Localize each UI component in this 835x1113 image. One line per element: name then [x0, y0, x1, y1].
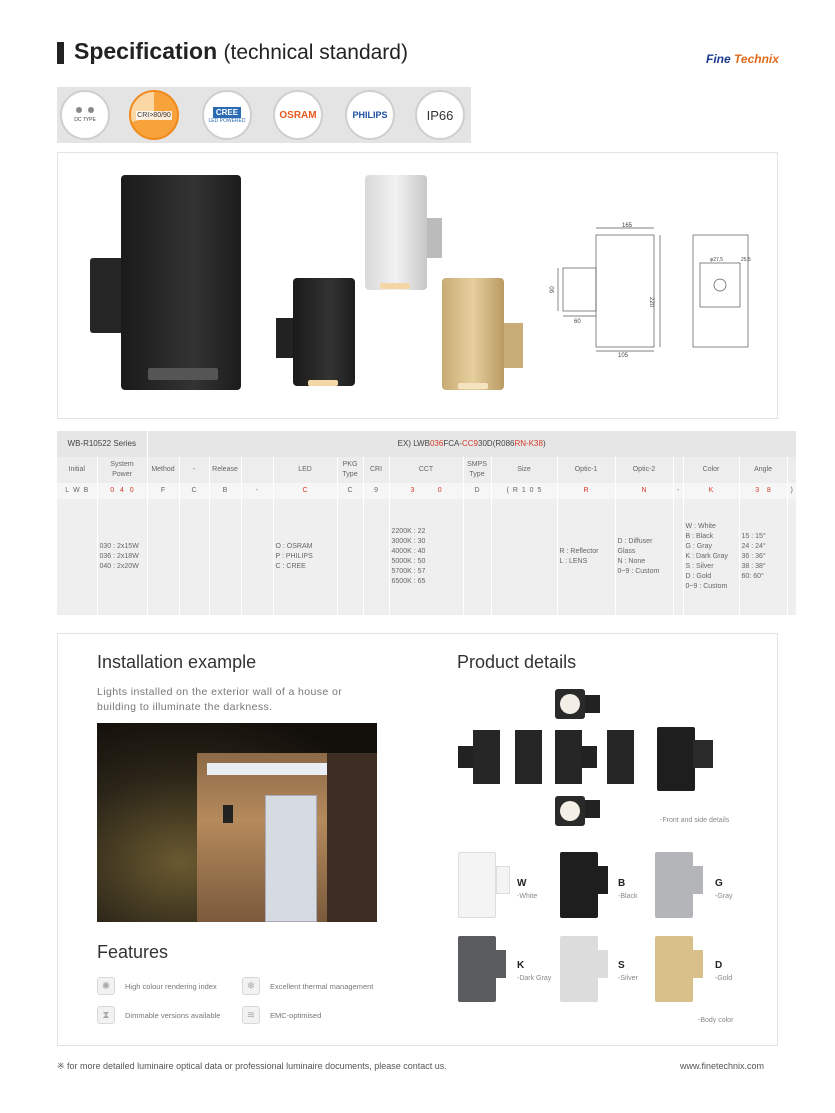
- code-close: ): [787, 483, 796, 499]
- header-cct: CCT: [389, 457, 463, 483]
- back-view: [607, 730, 634, 784]
- features-heading: Features: [97, 942, 169, 962]
- code-cct: 3 0: [389, 483, 463, 499]
- color-letter: S: [618, 960, 625, 971]
- swatch-dark-gray: [458, 936, 496, 1002]
- swatch-gold: [655, 936, 693, 1002]
- color-letter: D: [715, 960, 723, 971]
- code-sep: -: [241, 483, 273, 499]
- code-size: ( R 1 0 5: [491, 483, 557, 499]
- code-optic-2: N: [615, 483, 673, 499]
- header-release: Release: [209, 457, 241, 483]
- bracket-gray: [692, 866, 703, 894]
- philips-logo: PHILIPS: [345, 90, 395, 140]
- page-title: Specification (technical standard): [74, 38, 408, 64]
- code-cri: 9: [363, 483, 389, 499]
- color-name: -Gray: [715, 893, 733, 900]
- product-panel: [57, 152, 778, 419]
- thermal-icon: ❄: [242, 977, 260, 995]
- code-optic-1: R: [557, 483, 615, 499]
- product-details-heading: Product details: [457, 652, 577, 672]
- bracket-black: [597, 866, 608, 894]
- header-color: Color: [683, 457, 739, 483]
- header-optic-1: Optic-1: [557, 457, 615, 483]
- dim-side: 25.5: [741, 257, 751, 263]
- color-letter: W: [517, 878, 527, 889]
- swatch-gray: [655, 852, 693, 918]
- code-power: 0 4 0: [97, 483, 147, 499]
- lamp-glow: [458, 383, 488, 389]
- detail-optic-2: D : Diffuser Glass N : None 0~9 : Custom: [615, 499, 673, 615]
- bracket-silver: [597, 950, 608, 978]
- lamp-glow: [308, 380, 338, 386]
- emc-icon: ≋: [242, 1006, 260, 1024]
- cri-icon: CRI>80/90: [129, 90, 179, 140]
- header-angle: Angle: [739, 457, 787, 483]
- dim-bottom: 105: [618, 353, 629, 359]
- front-side-caption: -Front and side details: [660, 817, 730, 824]
- color-name: -Black: [618, 893, 638, 900]
- dim-bracket-w: 60: [574, 319, 581, 325]
- header-initial: Initial: [57, 457, 97, 483]
- swatch-white: [458, 852, 496, 918]
- lamp-gold: [442, 278, 504, 390]
- bracket-view: [581, 746, 597, 768]
- code-smps: D: [463, 483, 491, 499]
- detail-cct: 2200K : 22 3000K : 30 4000K : 40 5000K : 50 5700K : 57 6500K : 65: [389, 499, 463, 615]
- code-sep: -: [673, 483, 683, 499]
- code-pkg: C: [337, 483, 363, 499]
- lamp-glow: [380, 283, 410, 289]
- footer-note: ※ for more detailed luminaire optical data or professional luminaire documents, please contact us.: [57, 1061, 447, 1071]
- color-name: -Silver: [618, 975, 638, 982]
- header-smps-type: SMPS Type: [463, 457, 491, 483]
- lamp-black-small: [293, 278, 355, 386]
- dc-type-icon: DC TYPE: [60, 90, 110, 140]
- installation-text: Lights installed on the exterior wall of a house or building to illuminate the darkness.: [97, 686, 343, 713]
- dim-height: 220: [648, 297, 654, 308]
- osram-logo: OSRAM: [273, 90, 323, 140]
- dim-bracket-h: 90: [550, 286, 556, 293]
- header-system-power: System Power: [97, 457, 147, 483]
- bracket-view: [693, 740, 713, 768]
- code-led: C: [273, 483, 337, 499]
- side-view: [473, 730, 500, 784]
- certification-badges: [57, 87, 471, 143]
- dim-top: 165: [622, 223, 633, 229]
- bottom-view: [555, 796, 585, 826]
- dimmer-icon: ⧗: [97, 1006, 115, 1024]
- feature-label: Excellent thermal management: [270, 982, 374, 991]
- body-color-caption: -Body color: [698, 1017, 734, 1024]
- color-letter: K: [517, 960, 525, 971]
- lamp-black-large: [121, 175, 241, 390]
- bracket-dark-gray: [495, 950, 506, 978]
- bracket-view: [458, 746, 474, 768]
- series-label: WB-R10522 Series: [57, 431, 147, 457]
- swatch-silver: [560, 936, 598, 1002]
- top-view: [555, 689, 585, 719]
- detail-power: 030 : 2x15W 036 : 2x18W 040 : 2x20W: [97, 499, 147, 615]
- color-letter: B: [618, 878, 626, 889]
- brand-logo: Fine Technix: [706, 52, 779, 66]
- detail-led: O : OSRAM P : PHILIPS C : CREE: [273, 499, 337, 615]
- detail-optic-1: R : Reflector L : LENS: [557, 499, 615, 615]
- feature-label: EMC-optimised: [270, 1011, 322, 1020]
- spec-table: [57, 431, 793, 615]
- title-marker: [57, 42, 64, 64]
- side-view: [555, 730, 582, 784]
- front-view: [515, 730, 542, 784]
- detail-angle: 15 : 15° 24 : 24° 36 : 36° 38 : 38° 60: 60°: [739, 499, 787, 615]
- code-angle: 3 8: [739, 483, 787, 499]
- code-release: B: [209, 483, 241, 499]
- bracket-view: [585, 695, 600, 713]
- detail-color: W : White B : Black G : Gray K : Dark Gray S : Silver D : Gold 0~9 : Custom: [683, 499, 739, 615]
- header-pkg-type: PKG Type: [337, 457, 363, 483]
- header-led: LED: [273, 457, 337, 483]
- footer-url[interactable]: www.finetechnix.com: [680, 1061, 765, 1071]
- code-dash: C: [179, 483, 209, 499]
- header-size: Size: [491, 457, 557, 483]
- installation-photo: [97, 723, 377, 922]
- header-method: Method: [147, 457, 179, 483]
- color-name: -White: [517, 893, 538, 900]
- installation-heading: Installation example: [97, 652, 257, 672]
- header-optic-2: Optic-2: [615, 457, 673, 483]
- bracket-white: [496, 866, 510, 894]
- dim-small: φ27.5: [710, 257, 723, 263]
- feature-label: Dimmable versions available: [125, 1011, 221, 1020]
- swatch-black: [560, 852, 598, 918]
- lamp-lens: [148, 368, 218, 380]
- header-cri: CRI: [363, 457, 389, 483]
- code-color: K: [683, 483, 739, 499]
- bracket-gold: [692, 950, 703, 978]
- code-method: F: [147, 483, 179, 499]
- bracket-view: [585, 800, 600, 818]
- color-name: -Dark Gray: [517, 975, 552, 982]
- code-initial: L W B: [57, 483, 97, 499]
- header-dash: -: [179, 457, 209, 483]
- color-name: -Gold: [715, 975, 733, 982]
- ip66-badge: IP66: [415, 90, 465, 140]
- perspective-view: [657, 727, 695, 791]
- feature-label: High colour rendering index: [125, 982, 217, 991]
- cree-logo: CREE LED POWERED: [202, 90, 252, 140]
- technical-drawing: [548, 223, 768, 359]
- example-code: EX) LWB036FCA-CC930D(R086RN-K38): [147, 431, 796, 457]
- lamp-silver: [365, 175, 427, 290]
- color-letter: G: [715, 878, 723, 889]
- bulb-icon: ✺: [97, 977, 115, 995]
